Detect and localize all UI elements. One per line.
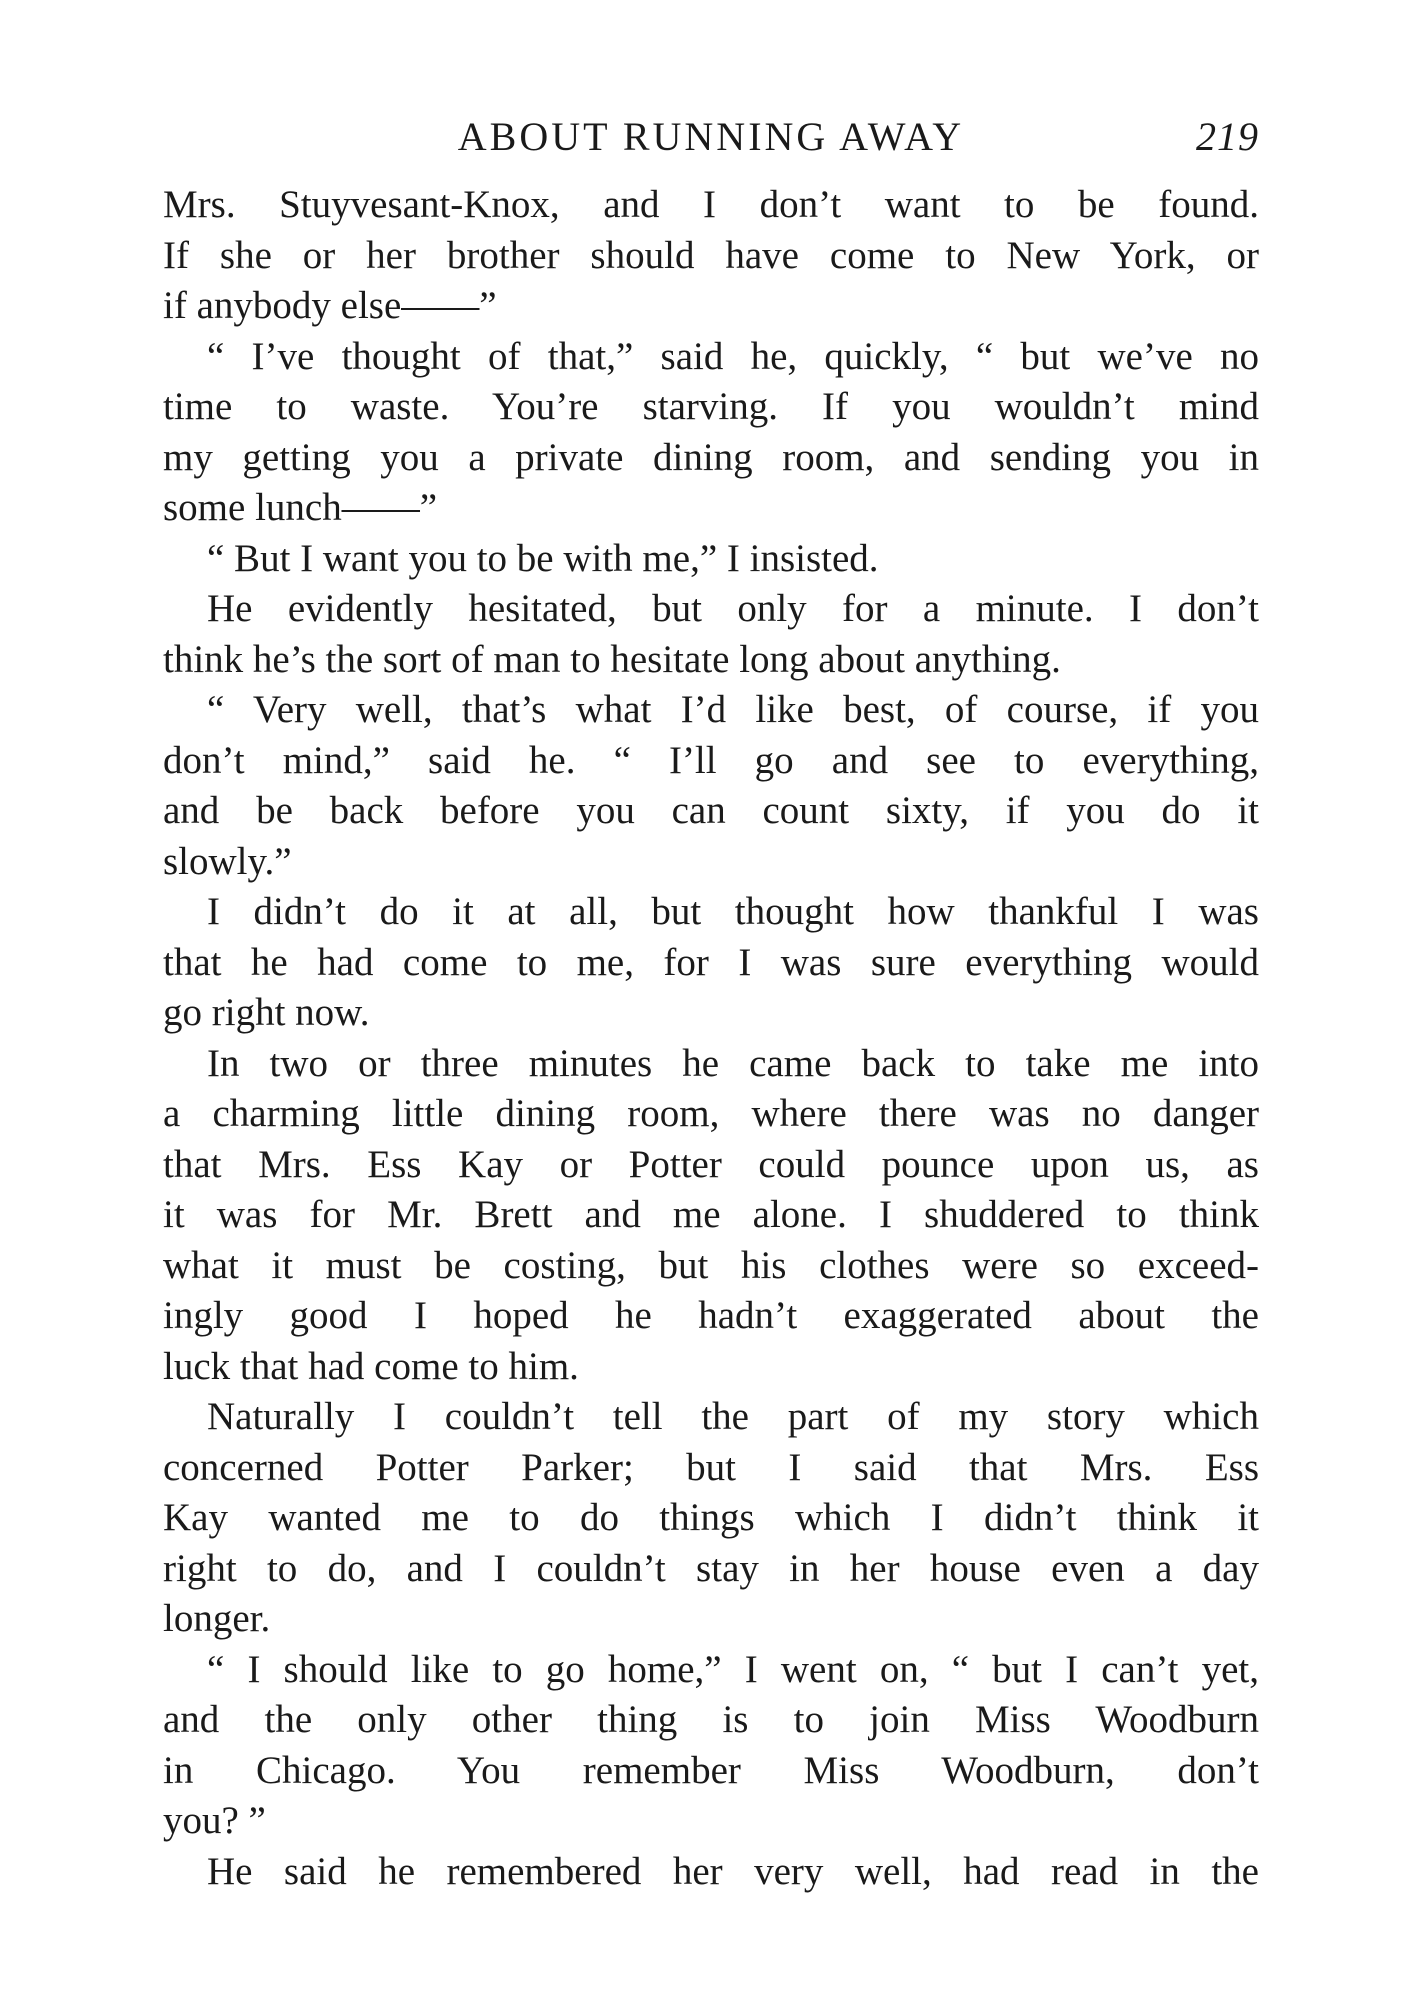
text-line: that he had come to me, for I was sure everything would (163, 940, 1259, 984)
text-line: “ But I want you to be with me,” I insisted. (207, 536, 879, 580)
text-line: it was for Mr. Brett and me alone. I shuddered to think (163, 1193, 1259, 1236)
text-line: ingly good I hoped he hadn’t exaggerated about the (163, 1294, 1259, 1337)
text-line: some lunch——” (163, 486, 438, 529)
text-line: and the only other thing is to join Miss Woodburn (163, 1698, 1259, 1741)
text-line: If she or her brother should have come to New York, or (163, 233, 1259, 277)
text-line: In two or three minutes he came back to take me into (207, 1041, 1259, 1085)
text-line: slowly.” (163, 839, 292, 883)
body-text (163, 180, 1259, 1897)
text-line: my getting you a private dining room, and sending you in (163, 435, 1259, 479)
text-line: that Mrs. Ess Kay or Potter could pounce upon us, as (163, 1142, 1259, 1186)
text-line: right to do, and I couldn’t stay in her house even a day (163, 1546, 1259, 1590)
text-line: He said he remembered her very well, had read in the (207, 1849, 1259, 1893)
text-line: a charming little dining room, where there was no danger (163, 1092, 1259, 1135)
text-line: “ I should like to go home,” I went on, “ but I can’t yet, (207, 1647, 1259, 1691)
running-title: ABOUT RUNNING AWAY (457, 114, 965, 159)
text-line: longer. (163, 1597, 271, 1640)
text-line: and be back before you can count sixty, if you do it (163, 789, 1259, 832)
page-number: 219 (1196, 114, 1259, 159)
text-line: if anybody else——” (163, 284, 497, 327)
text-line: in Chicago. You remember Miss Woodburn, don’t (163, 1748, 1259, 1792)
text-line: time to waste. You’re starving. If you wouldn’t mind (163, 385, 1259, 428)
text-line: concerned Potter Parker; but I said that Mrs. Ess (163, 1445, 1259, 1489)
text-line: I didn’t do it at all, but thought how thankful I was (207, 890, 1259, 933)
text-line: “ Very well, that’s what I’d like best, of course, if you (207, 688, 1259, 731)
text-line: “ I’ve thought of that,” said he, quickly, “ but we’ve no (207, 334, 1259, 378)
text-line: Naturally I couldn’t tell the part of my story which (207, 1395, 1259, 1438)
text-line: Mrs. Stuyvesant-Knox, and I don’t want to be found. (163, 183, 1259, 226)
text-line: go right now. (163, 991, 370, 1034)
text-line: think he’s the sort of man to hesitate long about anything. (163, 637, 1061, 681)
text-line: luck that had come to him. (163, 1344, 579, 1388)
text-line: don’t mind,” said he. “ I’ll go and see to everything, (163, 738, 1259, 782)
text-line: you? ” (163, 1799, 266, 1842)
running-header (163, 112, 1259, 162)
text-line: He evidently hesitated, but only for a minute. I don’t (207, 587, 1259, 630)
text-line: what it must be costing, but his clothes were so exceed- (163, 1243, 1259, 1287)
text-line: Kay wanted me to do things which I didn’t think it (163, 1496, 1259, 1539)
